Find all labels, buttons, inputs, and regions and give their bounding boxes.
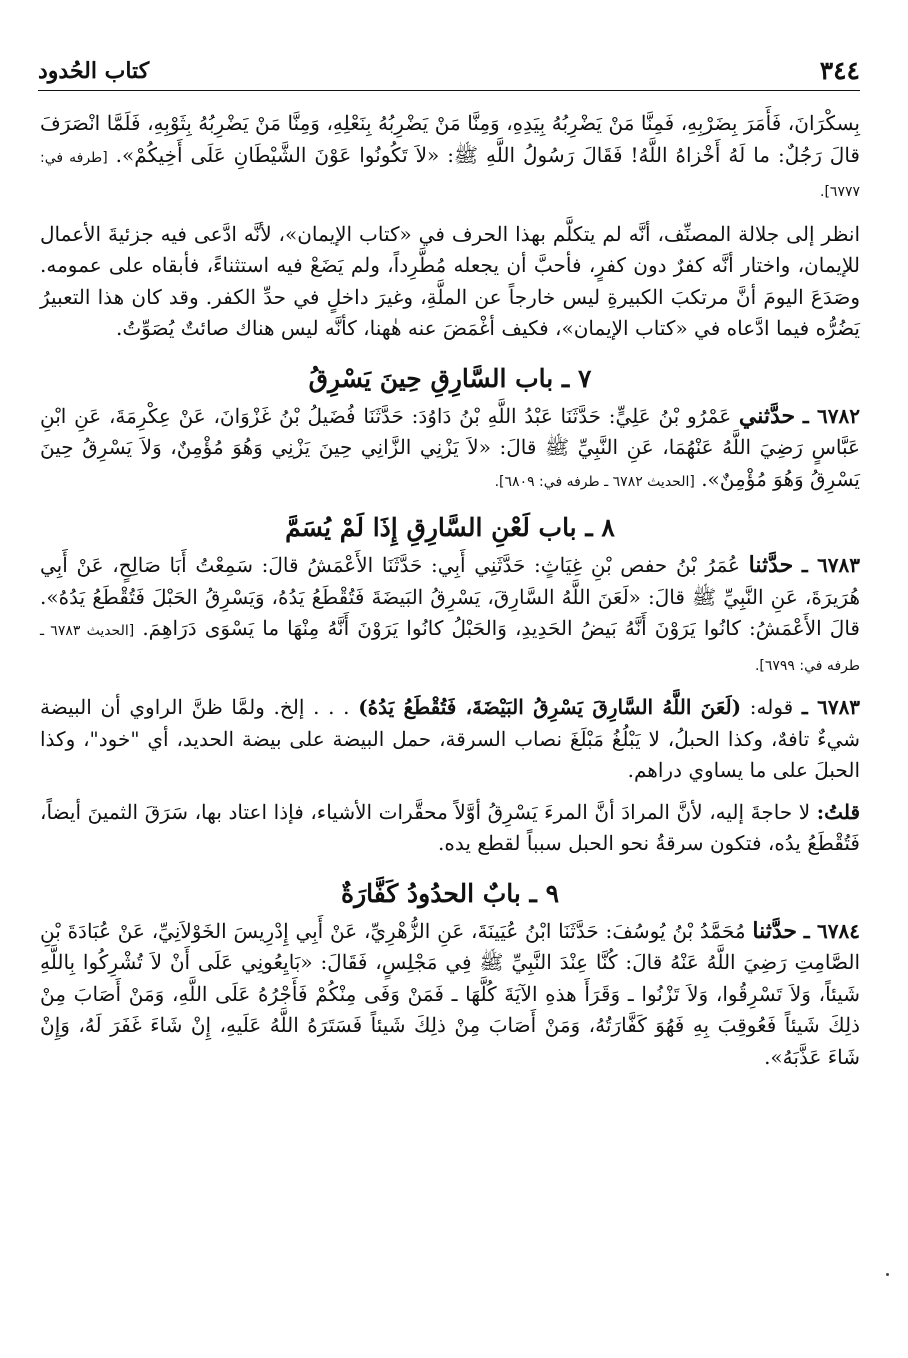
narration-lead: حدَّثنا (748, 552, 794, 578)
hadith-text: عُمَرُ بْنُ حفص بْنِ غِيَاثٍ: حَدَّثَنِي أَبِي: حَدَّثَنَا الأَعْمَشُ قالَ: سَمِعْتُ أَبَا صَالِحٍ، عَنْ أَبِي هُرَيرَةَ، عَنِ النَّبِيِّ ﷺ قالَ: «لَعَنَ اللَّهُ السَّارِقَ، يَسْرِقُ البَيضَةَ فَتُقْطَعُ يَدُهُ، وَيَسْرِقُ الحَبْلَ فَتُقْطَعُ يَدُهُ». قالَ الأَعْمَشُ: كانُوا يَرَوْنَ أَنَّهُ بَيضُ الحَدِيدِ، وَالحَبْلُ كانُوا يَرَوْنَ أَنَّهُ مِنْهَا ما يَسْوَى دَرَاهِمَ. (40, 553, 860, 640)
author-note (40, 797, 860, 860)
commentary-paragraph: انظر إلى جلالة المصنِّف، أنَّه لم يتكلَّم بهذا الحرف في «كتاب الإيمان»، لأنَّه ادَّعى فيه جزئيةَ الأعمال للإيمان، واختار أنَّه كفرٌ دون كفرٍ، فأحبَّ أن يجعله مُطَّرِداً، ولم يَضَعْ فيه استثناءً، فأبقاه على عمومه. وصَدَعَ اليومَ أنَّ مرتكبَ الكبيرةِ ليس خارجاً عن الملَّةِ، وغيرَ داخلٍ في حدِّ الكفر. وقد كان هذا التعبيرُ يَضُرُّه فيما ادَّعاه في «كتاب الإيمان»، فكيف أغْمَضَ عنه هٰهنا، كأنَّه ليس هناك صائتٌ يُصَوِّتُ. (40, 221, 860, 340)
margin-dot (886, 1273, 889, 1276)
hadith-number: ٦٧٨٢ ـ (802, 403, 860, 428)
book-title: كتاب الحُدود (38, 58, 150, 84)
hadith-number: ٦٧٨٤ ـ (803, 918, 861, 943)
cross-reference: [الحديث ٦٧٨٢ ـ طرفه في: ٦٨٠٩]. (494, 473, 695, 490)
hadith-number: ٦٧٨٣ ـ (801, 553, 861, 577)
running-header (38, 56, 860, 91)
chapter-heading-8: ٨ ـ باب لَعْنِ السَّارِقِ إِذَا لَمْ يُسَمَّ (285, 513, 615, 542)
hadith-continuation (40, 108, 860, 209)
commentary-number: ٦٧٨٣ ـ (801, 695, 861, 719)
commentary-text: . . . إلخ. ولمَّا ظنَّ الراوي أن البيضة شيءٌ تافهٌ، وكذا الحبلُ، لا يَبْلُغُ مَبْلَغَ نصاب السرقة، حمل البيضة على بيضة الحديد، أي "خود"، وكذا الحبلَ على ما يساوي دراهم. (40, 695, 860, 782)
chapter-heading-7: ٧ ـ باب السَّارِقِ حِينَ يَسْرِقُ (308, 363, 592, 393)
quoted-matn: (لَعَنَ اللَّهُ السَّارِقَ يَسْرِقُ البَيْضَةَ، فَتُقْطَعُ يَدُهُ) (358, 695, 742, 719)
hadith-6782 (40, 401, 860, 499)
hadith-text: بِسكْرَانَ، فَأَمَرَ بِضَرْبِهِ، فَمِنَّا مَنْ يَضْرِبُهُ بِيَدِهِ، وَمِنَّا مَنْ يَضْرِبُهُ بِنَعْلِهِ، وَمِنَّا مَنْ يَضْرِبُهُ بِثَوْبِهِ، فَلَمَّا انْصَرَفَ قالَ رَجُلٌ: ما لَهُ أَخْزاهُ اللَّهُ! فَقَالَ رَسُولُ اللَّهِ ﷺ: «لاَ تَكُونُوا عَوْنَ الشَّيْطَانِ عَلَى أَخِيكُمْ». (40, 111, 860, 167)
commentary-6783 (40, 692, 860, 787)
page-body (40, 108, 860, 1073)
hadith-6783 (40, 550, 860, 682)
page-number: ٣٤٤ (819, 56, 860, 85)
chapter-heading-9: ٩ ـ بابٌ الحدُودُ كَفَّارَةٌ (340, 878, 560, 908)
hadith-6784 (40, 916, 860, 1074)
note-lead: قلتُ: (816, 799, 860, 824)
note-text: لا حاجةَ إليه، لأنَّ المرادَ أنَّ المرءَ يَسْرِقُ أوَّلاً محقَّرات الأشياء، فإذا اعتاد بها، سَرَقَ الثمينَ أيضاً، فَتُقْطَعُ يدُه، فتكون سرقةُ نحو الحبل سبباً لقطع يده. (40, 799, 860, 855)
cross-reference: [طرفه في: ٦٧٧٧]. (40, 149, 860, 200)
narration-lead: حدَّثنا (752, 917, 798, 944)
hadith-text: مُحَمَّدُ بْنُ يُوسُفَ: حَدَّثَنَا ابْنُ عُيَينَةَ، عَنِ الزُّهْرِيِّ، عَنْ أَبِي إِدْرِيسَ الخَوْلاَنِيِّ، عَنْ عُبَادَةَ بْنِ الصَّامِتِ رَضِيَ اللَّهُ عَنْهُ قالَ: كُنَّا عِنْدَ النَّبِيِّ ﷺ فِي مَجْلِسٍ، فَقَالَ: «بَايِعُونِي عَلَى أَنْ لاَ تُشْرِكُوا بِاللَّهِ شَيئاً، وَلاَ تَسْرِقُوا، وَلاَ تَزْنُوا ـ وَقَرَأَ هذهِ الآيَةَ كُلَّهَا ـ فَمَنْ وَفَى مِنْكُمْ فَأَجْرُهُ عَلَى اللَّهِ، وَمَنْ أَصَابَ مِنْ ذلِكَ شَيئاً فَعُوقِبَ بِهِ فَهُوَ كَفَّارَتُهُ، وَمَنْ أَصَابَ مِنْ ذلِكَ شَيئاً فَسَتَرَهُ اللَّهُ عَلَيهِ، إِنْ شَاءَ غَفَرَ لَهُ، وَإِنْ شَاءَ عَذَّبَهُ». (40, 918, 861, 1069)
narration-lead: حدَّثني (738, 402, 796, 429)
hadith-text: عَمْرُو بْنُ عَلِيٍّ: حَدَّثَنَا عَبْدُ اللَّهِ بْنُ دَاوُدَ: حَدَّثَنَا فُضَيلُ بْنُ غَزْوَانَ، عَنْ عِكْرِمَةَ، عَنِ ابْنِ عَبَّاسٍ رَضِيَ اللَّهُ عَنْهُمَا، عَنِ النَّبِيِّ ﷺ قالَ: «لاَ يَزْنِي الزَّانِي حِينَ يَزْنِي وَهُوَ مُؤْمِنٌ، وَلاَ يَسْرِقُ حِينَ يَسْرِقُ وَهُوَ مُؤْمِنٌ». (40, 403, 860, 491)
cross-reference: [الحديث ٦٧٨٣ ـ طرفه في: ٦٧٩٩]. (40, 623, 860, 674)
commentary-lead: قوله: (749, 695, 794, 719)
